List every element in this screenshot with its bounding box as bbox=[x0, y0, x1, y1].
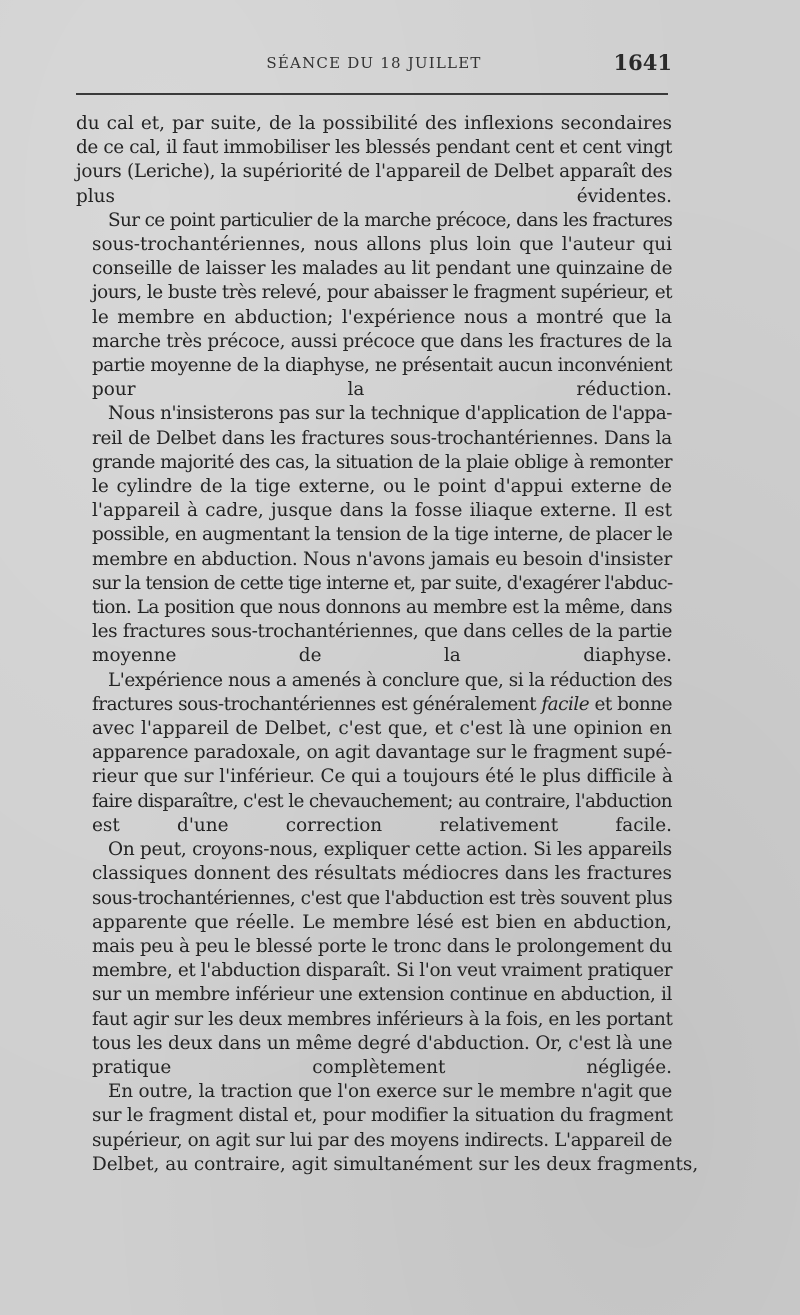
text-line: l'appareil à cadre, jusque dans la fosse iliaque externe. Il est bbox=[92, 500, 672, 522]
text-line: sur un membre inférieur une extension continue en abduction, il bbox=[92, 984, 672, 1006]
page-header bbox=[76, 50, 672, 76]
text-line: grande majorité des cas, la situation de la plaie oblige à remonter bbox=[92, 451, 672, 473]
text-line: marche très précoce, aussi précoce que dans les fractures de la bbox=[92, 330, 673, 352]
text-line: est d'une correction relativement facile. bbox=[92, 814, 672, 836]
text-line: faire disparaître, c'est le chevauchement; au contraire, l'abduction bbox=[92, 790, 672, 812]
body-text bbox=[76, 112, 699, 1177]
text-line: tion. La position que nous donnons au membre est la même, dans bbox=[92, 597, 672, 619]
text-line: plus évidentes. bbox=[76, 185, 672, 207]
text-line: sur la tension de cette tige interne et, par suite, d'exagérer l'abduc- bbox=[92, 572, 673, 594]
text-line: On peut, croyons-nous, expliquer cette action. Si les appareils bbox=[108, 839, 672, 861]
text-line: fractures sous-trochantériennes est généralement facile et bonne bbox=[92, 693, 672, 715]
text-line: jours, le buste très relevé, pour abaisser le fragment supérieur, et bbox=[92, 282, 672, 304]
text-line: rieur que sur l'inférieur. Ce qui a toujours été le plus difficile à bbox=[92, 766, 673, 788]
text-line: sous-trochantériennes, c'est que l'abduction est très souvent plus bbox=[92, 887, 673, 909]
text-line: En outre, la traction que l'on exerce sur le membre n'agit que bbox=[108, 1081, 672, 1103]
text-line: Sur ce point particulier de la marche précoce, dans les fractures bbox=[108, 209, 673, 231]
text-line: partie moyenne de la diaphyse, ne présentait aucun inconvénient bbox=[92, 355, 672, 377]
text-line: Nous n'insisterons pas sur la technique d'application de l'appa- bbox=[108, 403, 672, 425]
header-rule bbox=[76, 93, 668, 95]
text-line: pour la réduction. bbox=[92, 379, 672, 401]
text-line: de ce cal, il faut immobiliser les blessés pendant cent et cent vingt bbox=[76, 137, 672, 159]
paragraph bbox=[76, 112, 672, 209]
text-line: sous-trochantériennes, nous allons plus loin que l'auteur qui bbox=[92, 234, 672, 256]
text-line: conseille de laisser les malades au lit pendant une quinzaine de bbox=[92, 258, 673, 280]
text-line: moyenne de la diaphyse. bbox=[92, 645, 672, 667]
paragraph bbox=[76, 838, 672, 1080]
text-line: apparente que réelle. Le membre lésé est bien en abduction, bbox=[92, 911, 672, 933]
running-title: SÉANCE DU 18 JUILLET bbox=[266, 54, 482, 72]
text-line: pratique complètement négligée. bbox=[92, 1056, 672, 1078]
text-line: sur le fragment distal et, pour modifier la situation du fragment bbox=[92, 1105, 673, 1127]
text-line: avec l'appareil de Delbet, c'est que, et c'est là une opinion en bbox=[92, 718, 672, 740]
text-line: membre en abduction. Nous n'avons jamais eu besoin d'insister bbox=[92, 548, 672, 570]
paragraph bbox=[76, 402, 672, 668]
paragraph bbox=[76, 669, 672, 838]
text-line: L'expérience nous a amenés à conclure que, si la réduction des bbox=[108, 669, 673, 691]
text-line: reil de Delbet dans les fractures sous-trochantériennes. Dans la bbox=[92, 427, 672, 449]
text-line: du cal et, par suite, de la possibilité des inflexions secondaires bbox=[76, 113, 672, 134]
text-line: supérieur, on agit sur lui par des moyens indirects. L'appareil de bbox=[92, 1129, 672, 1151]
text-line: classiques donnent des résultats médiocres dans les fractures bbox=[92, 863, 672, 885]
text-line: le membre en abduction; l'expérience nous a montré que la bbox=[92, 306, 672, 328]
paragraph bbox=[76, 209, 672, 403]
text-line: mais peu à peu le blessé porte le tronc dans le prolongement du bbox=[92, 935, 673, 957]
text-line: tous les deux dans un même degré d'abduction. Or, c'est là une bbox=[92, 1032, 673, 1054]
text-line: les fractures sous-trochantériennes, que dans celles de la partie bbox=[92, 621, 673, 643]
text-line: Delbet, au contraire, agit simultanément sur les deux fragments, bbox=[92, 1153, 699, 1175]
text-line: apparence paradoxale, on agit davantage sur le fragment supé- bbox=[92, 742, 672, 764]
text-line: jours (Leriche), la supériorité de l'appareil de Delbet apparaît des bbox=[76, 161, 673, 183]
text-line: faut agir sur les deux membres inférieurs à la fois, en les portant bbox=[92, 1008, 673, 1030]
text-line: membre, et l'abduction disparaît. Si l'on veut vraiment pratiquer bbox=[92, 960, 673, 982]
paragraph bbox=[76, 1080, 699, 1177]
page-number: 1641 bbox=[613, 50, 672, 75]
text-line: le cylindre de la tige externe, ou le point d'appui externe de bbox=[92, 476, 672, 498]
text-line: possible, en augmentant la tension de la tige interne, de placer le bbox=[92, 524, 673, 546]
